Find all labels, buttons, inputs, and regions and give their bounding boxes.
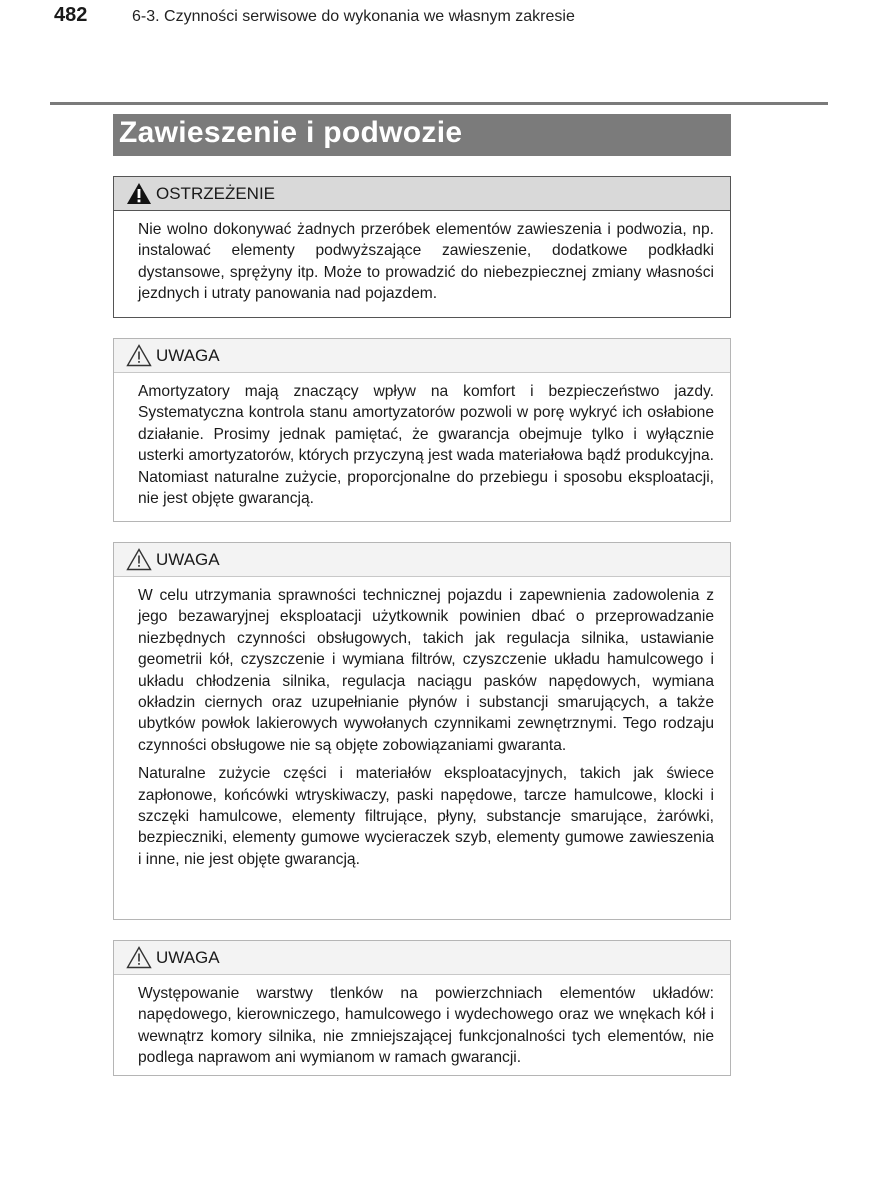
page-header bbox=[50, 66, 828, 105]
caution-text-body bbox=[114, 373, 730, 526]
warning-filled-triangle-icon bbox=[126, 182, 152, 205]
caution-label: UWAGA bbox=[156, 550, 220, 569]
caution-box-shock-absorbers bbox=[113, 338, 731, 522]
page-number: 482 bbox=[54, 4, 88, 26]
caution-paragraph: Naturalne zużycie części i materiałów eksploatacyjnych, takich jak świece zapłonowe, końcówki wtryskiwaczy, paski napędowe, tarcze hamulcowe, klocki i szczęki hamulcowe, elementy filtrujące, płyny, substancje smarujące, żarówki, bezpieczniki, elementy gumowe wycieraczek szyb, elementy gumowe zawieszenia i inne, nie jest objęte gwarancją. bbox=[138, 765, 714, 868]
warning-text-body bbox=[114, 211, 730, 322]
section-title: Zawieszenie i podwozie bbox=[119, 116, 463, 149]
caution-paragraph: Występowanie warstwy tlenków na powierzchniach elementów układów: napędowego, kierowniczego, hamulcowego i wydechowego oraz we wnękach kół i wewnątrz komory silnika, nie zmniejszającej funkcjonalności tych elementów, nie podlega naprawom ani wymianom w ramach gwarancji. bbox=[138, 985, 714, 1067]
caution-label: UWAGA bbox=[156, 948, 220, 967]
caution-paragraph: Amortyzatory mają znaczący wpływ na komfort i bezpieczeństwo jazdy. Systematyczna kontrola stanu amortyzatorów pozwoli w porę wykryć ich osłabione działanie. Prosimy jednak pamiętać, że gwarancja obejmuje tylko i wyłącznie usterki amortyzatorów, których przyczyną jest wada materiałowa bądź produkcyjna. Natomiast naturalne zużycie, proporcjonalne do przebiegu i sposobu eksploatacji, nie jest objęte gwarancją. bbox=[138, 383, 714, 508]
caution-paragraph: W celu utrzymania sprawności technicznej pojazdu i zapewnienia zadowolenia z jego bezawaryjnej eksploatacji użytkownik powinien dbać o przeprowadzanie niezbędnych czynności obsługowych, takich jak regulacja silnika, ustawianie geometrii kół, czyszczenie i wymiana filtrów, czyszczenie układu hamulcowego i układu chłodzenia silnika, regulacja naciągu pasków napędowych, wymiana okładzin ciernych oraz uzupełnianie płynów i substancji smarujących, a także ubytków powłok lakierowych wywołanych czynnikami zewnętrznymi. Tego rodzaju czynności obsługowe nie są objęte zobowiązaniami gwaranta. bbox=[138, 587, 714, 754]
warning-text: Nie wolno dokonywać żadnych przeróbek elementów zawieszenia i podwozia, np. instalować elementy podwyższające zawieszenie, dodatkowe podkładki dystansowe, sprężyny itp. Może to prowadzić do niebezpiecznej zmiany własności jezdnych i utraty panowania nad pojazdem. bbox=[138, 221, 714, 303]
caution-header bbox=[114, 543, 730, 577]
caution-header bbox=[114, 339, 730, 373]
caution-label: UWAGA bbox=[156, 346, 220, 365]
caution-outline-triangle-icon bbox=[126, 344, 152, 367]
caution-outline-triangle-icon bbox=[126, 548, 152, 571]
caution-outline-triangle-icon bbox=[126, 946, 152, 969]
caution-text-body bbox=[114, 577, 730, 887]
section-reference: 6-3. Czynności serwisowe do wykonania we własnym zakresie bbox=[132, 8, 575, 25]
warning-box bbox=[113, 176, 731, 318]
warning-header bbox=[114, 177, 730, 211]
section-title-bar bbox=[113, 114, 731, 156]
warning-label: OSTRZEŻENIE bbox=[156, 184, 276, 203]
caution-text-body bbox=[114, 975, 730, 1086]
caution-box-maintenance bbox=[113, 542, 731, 920]
caution-header bbox=[114, 941, 730, 975]
caution-box-oxide-layer bbox=[113, 940, 731, 1076]
